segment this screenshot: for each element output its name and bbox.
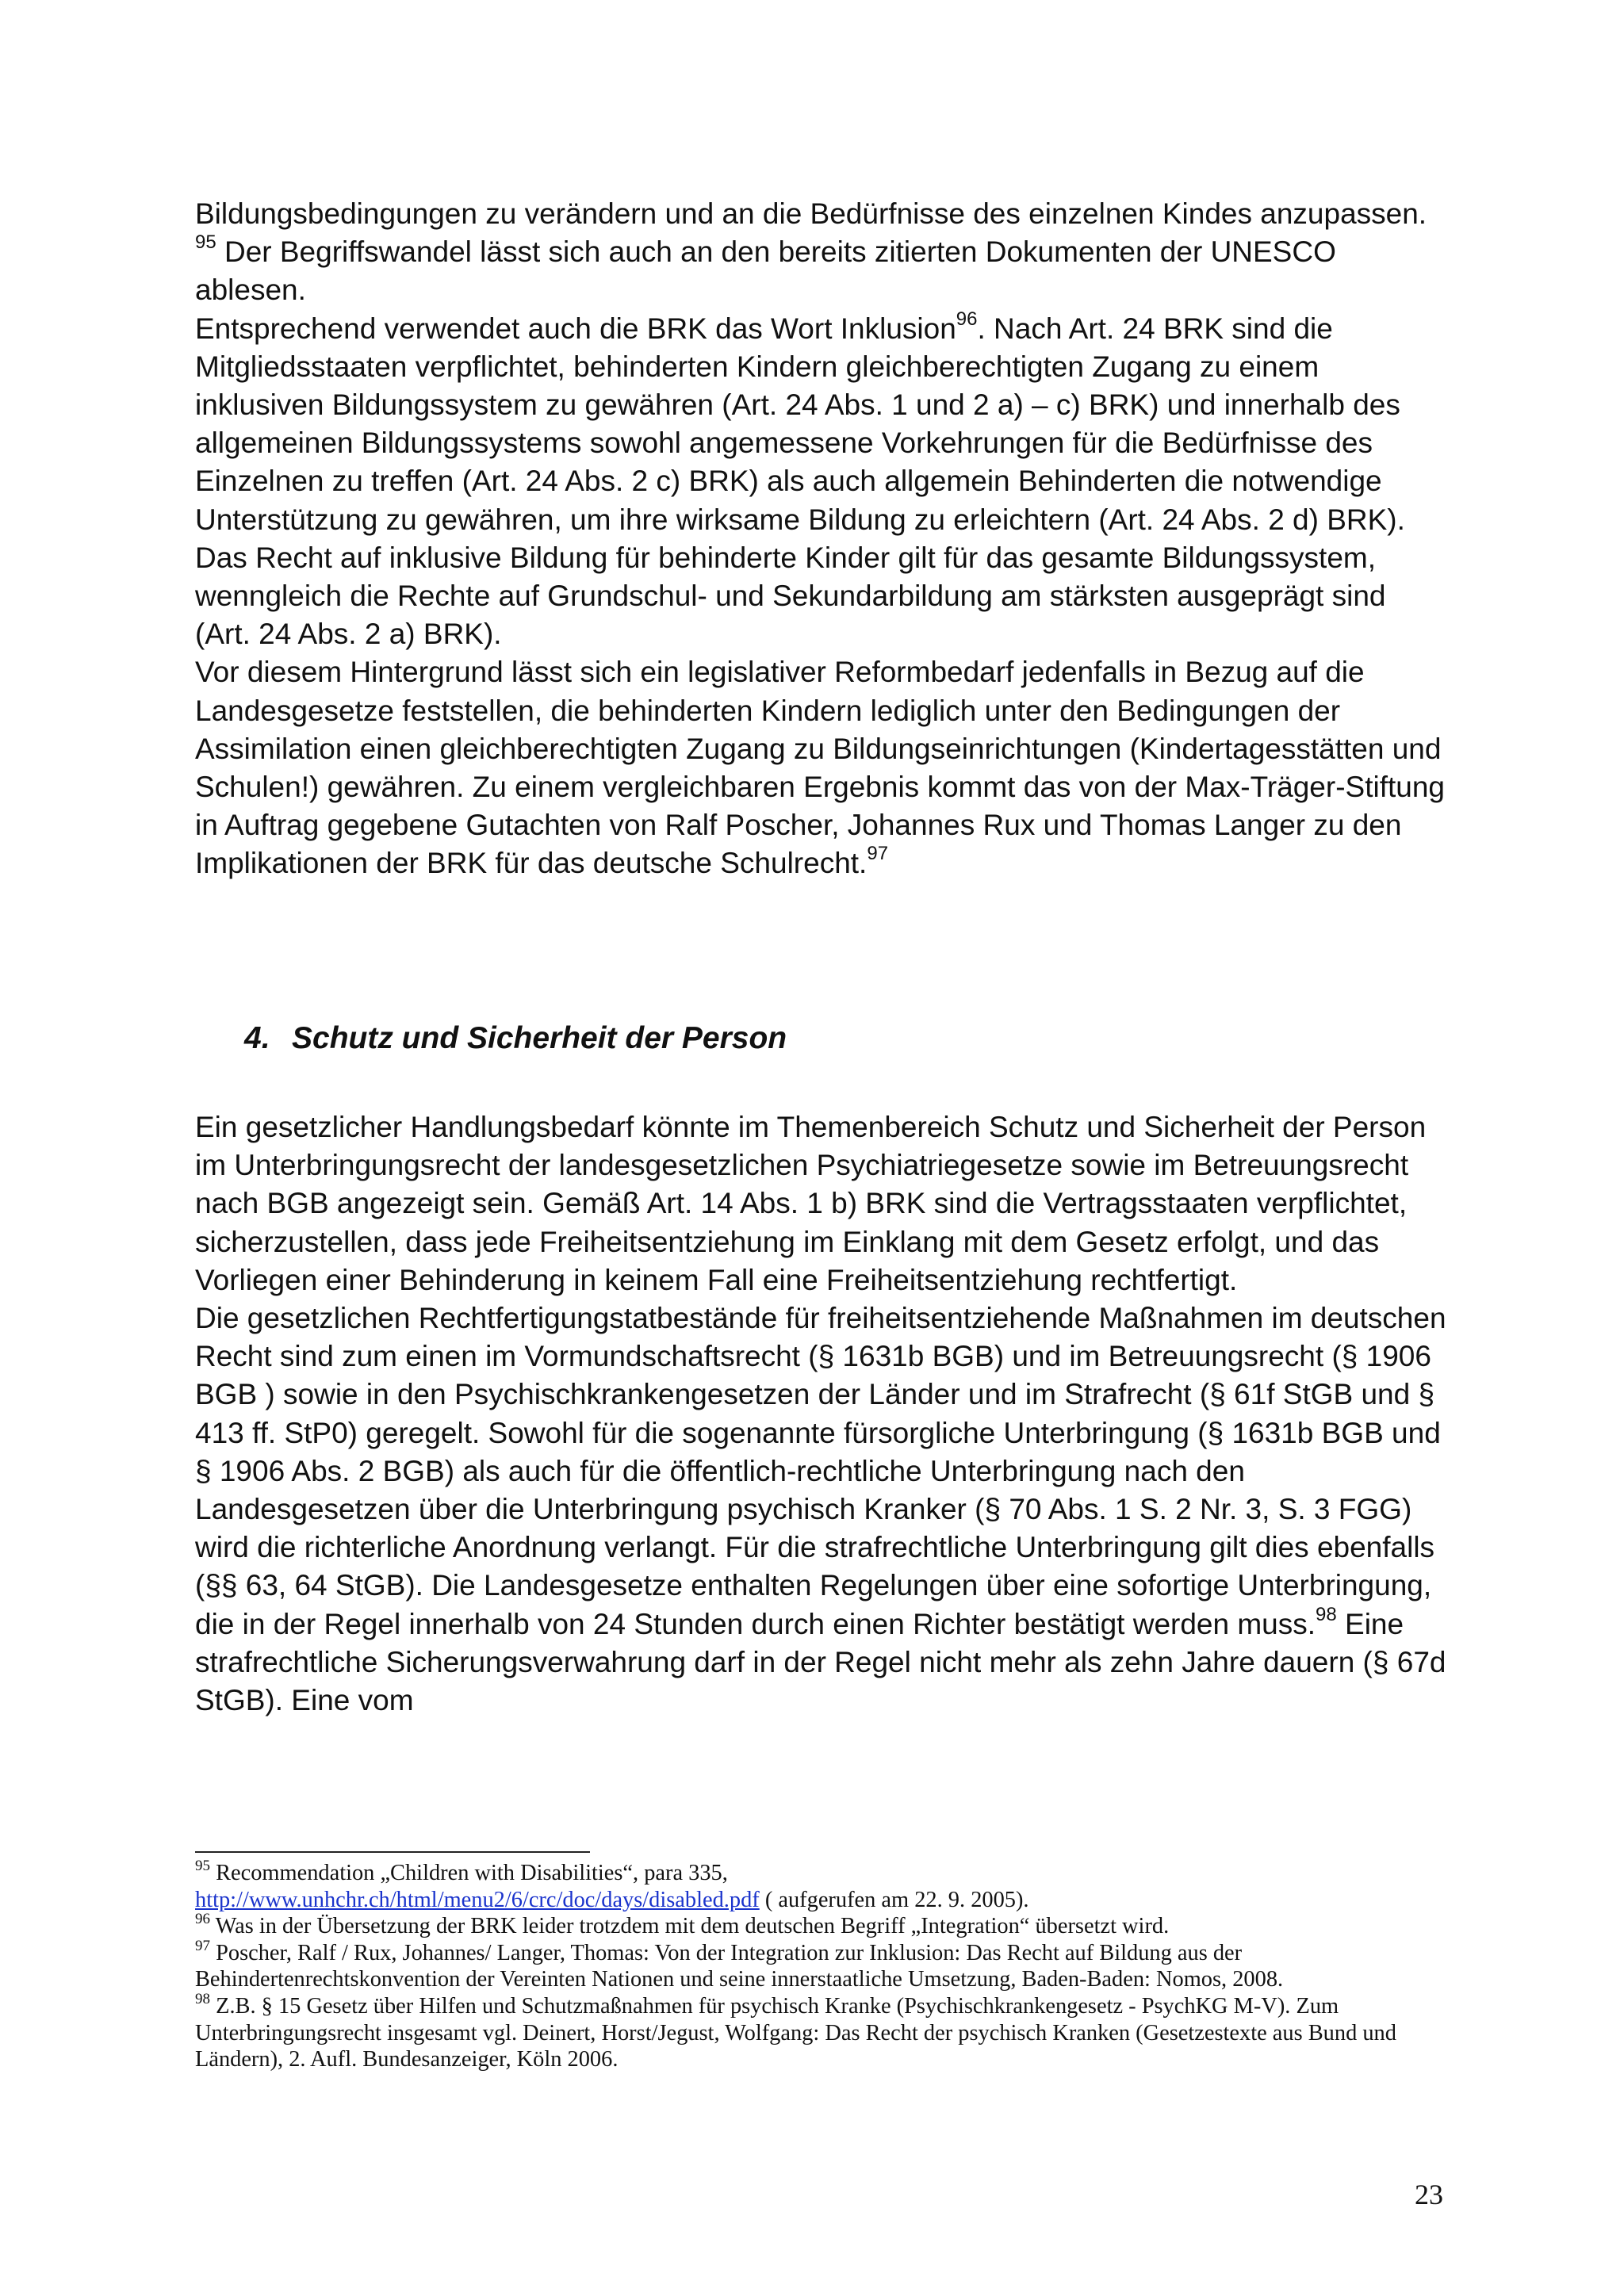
paragraph: Die gesetzlichen Rechtfertigungstatbestände für freiheitsentziehende Maßnahmen im deutschen Recht sind zum einen im Vormundschaftsrecht (§ 1631b BGB) und im Betreuungsrecht (§ 1906 BGB ) sowie in den Psychischkrankengesetzen der Länder und im Strafrecht (§ 61f StGB und § 413 ff. StP0) geregelt. Sowohl für die sogenannte fürsorgliche Unterbringung (§ 1631b BGB und § 1906 Abs. 2 BGB) als auch für die öffentlich-rechtliche Unterbringung nach den Landesgesetzen über die Unterbringung psychisch Kranker (§ 70 Abs. 1 S. 2 Nr. 3, S. 3 FGG) wird die richterliche Anordnung verlangt. Für die strafrechtliche Unterbringung gilt dies ebenfalls (§§ 63, 64 StGB). Die Landesgesetze enthalten Regelungen über eine sofortige Unterbringung, die in der Regel innerhalb von 24 Stunden durch einen Richter bestätigt werden muss.$^{98}$ Eine strafrechtliche Sicherungsverwahrung darf in der Regel nicht mehr als zehn Jahre dauern (§ 67d StGB). Eine vom	[195, 1302, 1446, 1717]
paragraph: Vor diesem Hintergrund lässt sich ein legislativer Reformbedarf jedenfalls in Bezug auf die Landesgesetze feststellen, die behinderten Kindern lediglich unter den Bedingungen der Assimilation einen gleichberechtigten Zugang zu Bildungseinrichtungen (Kindertagesstätten und Schulen!) gewähren. Zu einem vergleichbaren Ergebnis kommt das von der Max-Träger-Stiftung in Auftrag gegebene Gutachten von Ralf Poscher, Johannes Rux und Thomas Langer zu den Implikationen der BRK für das deutsche Schulrecht.$^{97}$	[195, 656, 1445, 880]
footnote-separator	[195, 1851, 590, 1853]
section-number: 4.	[244, 1021, 270, 1055]
footnote-ref-95[interactable]: 95	[195, 232, 216, 254]
footnote-ref-97[interactable]: 97	[867, 843, 889, 865]
body-section-top	[195, 195, 1448, 883]
section-heading	[244, 1020, 787, 1058]
section-title: Schutz und Sicherheit der Person	[292, 1021, 787, 1055]
footnote-link[interactable]: http://www.unhchr.ch/html/menu2/6/crc/doc/days/disabled.pdf	[195, 1887, 760, 1912]
footnote-96: $^{96}$ Was in der Übersetzung der BRK leider trotzdem mit dem deutschen Begriff „Integration“ übersetzt wird.	[195, 1911, 1170, 1939]
footnote-ref-96[interactable]: 96	[956, 308, 978, 330]
paragraph: Ein gesetzlicher Handlungsbedarf könnte im Themenbereich Schutz und Sicherheit der Person im Unterbringungsrecht der landesgesetzlichen Psychiatriegesetze sowie im Betreuungsrecht nach BGB angezeigt sein. Gemäß Art. 14 Abs. 1 b) BRK sind die Vertragsstaaten verpflichtet, sicherzustellen, dass jede Freiheitsentziehung im Einklang mit dem Gesetz erfolgt, und das Vorliegen einer Behinderung in keinem Fall eine Freiheitsentziehung rechtfertigt.	[195, 1111, 1427, 1296]
footnote-95: $^{95}$ Recommendation „Children with Disabilities“, para 335, http://www.unhchr.ch/html/menu2/6/crc/doc/days/disabled.pdf ( aufgerufen am 22. 9. 2005).	[195, 1858, 1029, 1912]
body-section-bottom	[195, 1108, 1448, 1720]
paragraph: Entsprechend verwendet auch die BRK das Wort Inklusion$^{96}$. Nach Art. 24 BRK sind die Mitgliedsstaaten verpflichtet, behinderten Kindern gleichberechtigten Zugang zu einem inklusiven Bildungssystem zu gewähren (Art. 24 Abs. 1 und 2 a) – c) BRK) und innerhalb des allgemeinen Bildungssystems sowohl angemessene Vorkehrungen für die Bedürfnisse des Einzelnen zu treffen (Art. 24 Abs. 2 c) BRK) als auch allgemein Behinderten die notwendige Unterstützung zu gewähren, um ihre wirksame Bildung zu erleichtern (Art. 24 Abs. 2 d) BRK). Das Recht auf inklusive Bildung für behinderte Kinder gilt für das gesamte Bildungssystem, wenngleich die Rechte auf Grundschul- und Sekundarbildung am stärksten ausgeprägt sind (Art. 24 Abs. 2 a) BRK).	[195, 308, 1405, 651]
footnote-ref-98[interactable]: 98	[1316, 1603, 1337, 1625]
footnotes	[195, 1860, 1456, 2073]
footnote-97: $^{97}$ Poscher, Ralf / Rux, Johannes/ Langer, Thomas: Von der Integration zur Inklusion: Das Recht auf Bildung aus der Behindertenrechtskonvention der Vereinten Nationen und seine innerstaatliche Umsetzung, Baden-Baden: Nomos, 2008.	[195, 1937, 1284, 1992]
paragraph: Bildungsbedingungen zu verändern und an die Bedürfnisse des einzelnen Kindes anzupassen. $^{95}$ Der Begriffswandel lässt sich auch an den bereits zitierten Dokumenten der UNESCO ablesen.	[195, 197, 1427, 307]
footnote-98: $^{98}$ Z.B. § 15 Gesetz über Hilfen und Schutzmaßnahmen für psychisch Kranke (Psychischkrankengesetz - PsychKG M-V). Zum Unterbringungsrecht insgesamt vgl. Deinert, Horst/Jegust, Wolfgang: Das Recht der psychisch Kranken (Gesetzestexte aus Bund und Ländern), 2. Aufl. Bundesanzeiger, Köln 2006.	[195, 1990, 1396, 2072]
page-number: 23	[1415, 2179, 1443, 2210]
